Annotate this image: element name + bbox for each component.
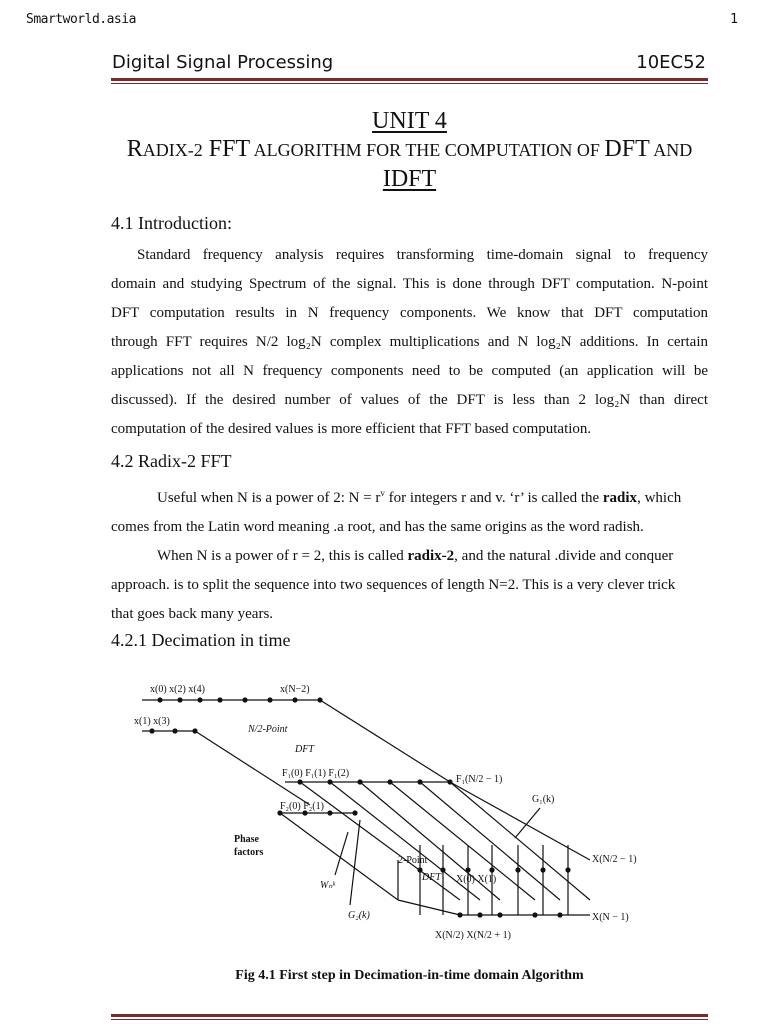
radix-paragraph [111,479,708,629]
site-name: Smartworld.asia [26,12,136,27]
label-f2: F₂(0) F₂(1) [280,801,324,812]
label-2point: 2-Point [398,855,428,866]
intro-line: discussed). If the desired number of values of the DFT is less than 2 log₂N than direct [111,392,708,408]
intro-line: domain and studying Spectrum of the signal. This is done through DFT computation. N-point [111,276,708,292]
course-title: Digital Signal Processing [112,52,334,73]
label-phase2: factors [234,847,264,858]
unit-label: UNIT 4 [372,108,447,134]
label-wnk: Wₙᵏ [320,880,336,891]
label-f1: F₁(0) F₁(1) F₁(2) [282,768,350,779]
label-g1: G₁(k) [532,794,555,805]
label-x-odd: x(1) x(3) [134,716,170,727]
label-x-n2m1: X(N/2 − 1) [592,854,637,865]
section-heading-dit: 4.2.1 Decimation in time [111,630,291,650]
header-rule-thin [111,83,708,84]
unit-title-line2: IDFT [382,166,437,192]
figure-caption: Fig 4.1 First step in Decimation-in-time domain Algorithm [235,968,584,983]
label-x-nm1: X(N − 1) [592,912,629,923]
label-phase1: Phase [234,834,259,845]
intro-paragraph [111,241,708,444]
footer-rule [111,1014,708,1017]
header-rule [111,78,708,81]
label-x-even: x(0) x(2) x(4) [150,684,205,695]
label-x-n2: X(N/2) X(N/2 + 1) [435,930,511,941]
intro-line: through FFT requires N/2 log₂N complex multiplications and N log₂N additions. In certain [111,334,708,350]
course-code: 10EC52 [636,52,706,73]
label-dft2: DFT [422,872,441,883]
radix-line: approach. is to split the sequence into two sequences of length N=2. This is a very clever trick [111,577,676,593]
radix-line: that goes back many years. [111,606,274,622]
label-g2: G₂(k) [348,910,370,921]
radix-line: Useful when N is a power of 2: $N = r^v$ for integers r and v. ‘r’ is called the radix, which [157,488,682,506]
label-n2point: N/2-Point [248,724,288,735]
label-x0x1: X(0) X(1) [456,874,497,885]
label-dft1: DFT [295,744,314,755]
intro-line: applications not all N frequency components need to be computed (an application will be [111,363,708,379]
intro-line: Standard frequency analysis requires transforming time-domain signal to frequency [137,247,708,263]
unit-title-line1: RADIX-2 FFT ALGORITHM FOR THE COMPUTATION OF DFT AND [126,136,693,162]
page-number: 1 [730,12,738,27]
label-f1-last: F₁(N/2 − 1) [456,774,503,785]
footer-rule-thin [111,1019,708,1020]
label-x-nm2: x(N−2) [280,684,310,695]
radix-line: When N is a power of r = 2, this is called radix-2, and the natural .divide and conquer [157,548,674,564]
radix-line: comes from the Latin word meaning .a root, and has the same origins as the word radish. [111,519,644,535]
section-heading-radix: 4.2 Radix-2 FFT [111,451,232,471]
intro-line: DFT computation results in N frequency components. We know that DFT computation [111,305,708,321]
dit-fft-diagram [120,670,660,955]
section-heading-intro: 4.1 Introduction: [111,213,232,233]
intro-line: computation of the desired values is more efficient that FFT based computation. [111,421,592,437]
